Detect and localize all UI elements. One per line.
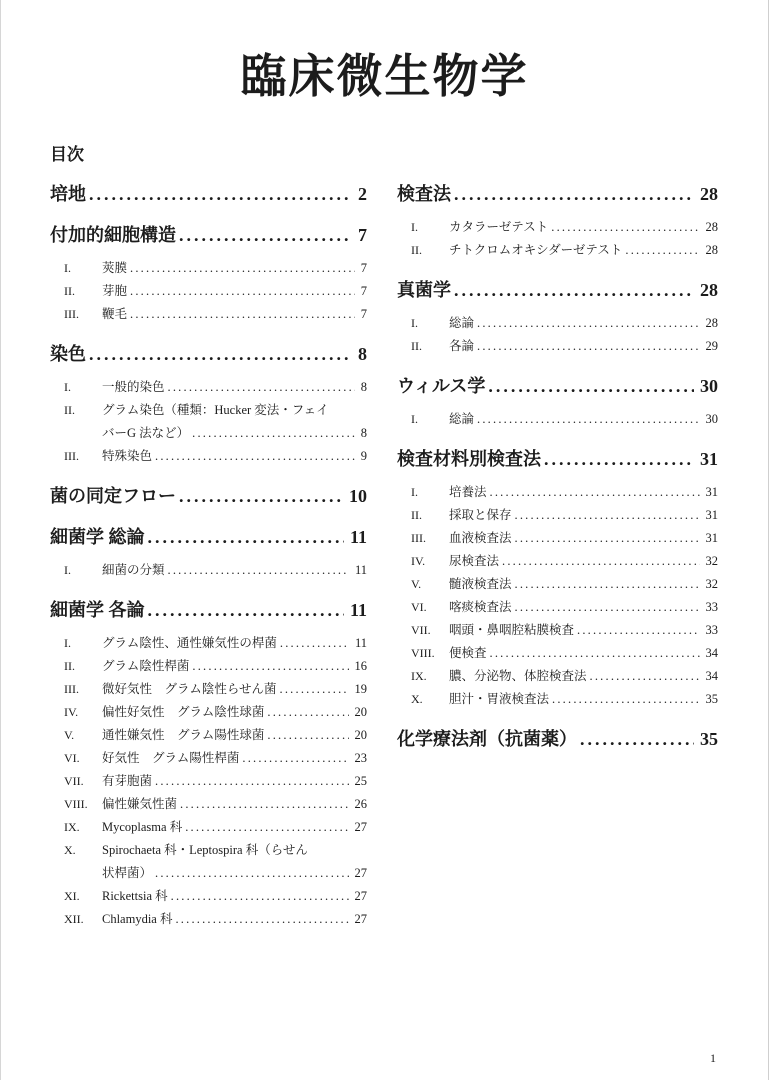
dot-leader xyxy=(168,885,349,908)
toc-entry-page: 35 xyxy=(700,728,718,749)
dot-leader xyxy=(577,727,694,752)
toc-entry-label: Chlamydia 科 xyxy=(102,911,173,926)
toc-entry-page: 28 xyxy=(700,183,718,204)
toc-item-row xyxy=(50,839,367,862)
toc-entry-page: 8 xyxy=(360,379,367,394)
toc-entry-number: II. xyxy=(64,402,75,417)
toc-entry-label: 偏性嫌気性菌 xyxy=(102,796,178,811)
toc-item-row xyxy=(50,280,367,303)
toc-item-row xyxy=(397,335,718,358)
toc-entry-page: 26 xyxy=(354,796,367,811)
toc-entry-page: 32 xyxy=(705,576,718,591)
toc-entry-page: 28 xyxy=(700,279,718,300)
dot-leader xyxy=(474,408,699,431)
toc-entry-page: 31 xyxy=(700,448,718,469)
toc-entry-page: 27 xyxy=(354,865,367,880)
toc-item-row xyxy=(397,527,718,550)
toc-entry-page: 7 xyxy=(360,306,367,321)
toc-entry-page: 11 xyxy=(354,635,367,650)
toc-entry-number: VIII. xyxy=(411,645,435,660)
toc-entry-label: Spirochaeta 科・Leptospira 科（らせん xyxy=(102,842,308,857)
page-number: 1 xyxy=(710,1051,716,1065)
toc-item-row xyxy=(50,816,367,839)
toc-entry-number: VI. xyxy=(411,599,427,614)
toc-entry-label: 各論 xyxy=(449,338,475,353)
toc-item-row xyxy=(50,303,367,326)
toc-entry-label: 莢膜 xyxy=(102,260,128,275)
toc-item-row xyxy=(397,550,718,573)
toc-entry-number: II. xyxy=(64,283,75,298)
toc-entry-number: III. xyxy=(64,448,79,463)
toc-item-row xyxy=(50,559,367,582)
toc-entry-page: 7 xyxy=(360,283,367,298)
toc-entry-label: 細菌学 総論 xyxy=(50,526,145,547)
toc-item-row xyxy=(50,701,367,724)
toc-entry-number: VI. xyxy=(64,750,80,765)
toc-entry-label: Mycoplasma 科 xyxy=(102,819,183,834)
toc-entry-label: 咽頭・鼻咽腔粘膜検査 xyxy=(449,622,575,637)
toc-entry-number: I. xyxy=(64,635,71,650)
toc-entry-number: II. xyxy=(411,242,422,257)
toc-entry-label: 膿、分泌物、体腔検査法 xyxy=(449,668,587,683)
toc-entry-number: II. xyxy=(411,338,422,353)
toc-section-row xyxy=(397,182,718,207)
toc-entry-page: 9 xyxy=(360,448,367,463)
toc-section-row xyxy=(397,278,718,303)
toc-entry-page: 25 xyxy=(354,773,367,788)
toc-entry-number: VII. xyxy=(411,622,431,637)
toc-entry-page: 16 xyxy=(354,658,367,673)
toc-heading: 目次 xyxy=(50,144,84,164)
toc-entry-page: 29 xyxy=(705,338,718,353)
toc-entry-number: IV. xyxy=(64,704,79,719)
toc-entry-label: 便検査 xyxy=(449,645,487,660)
toc-section-row xyxy=(50,484,367,509)
toc-entry-page: 8 xyxy=(358,343,367,364)
toc-entry-label: グラム陰性、通性嫌気性の桿菌 xyxy=(102,635,277,650)
toc-item-row xyxy=(397,239,718,262)
toc-entry-label: 通性嫌気性 グラム陽性球菌 xyxy=(102,727,265,742)
toc-entry-number: VII. xyxy=(64,773,84,788)
toc-entry-label: ウィルス学 xyxy=(397,375,486,396)
dot-leader xyxy=(86,182,352,207)
toc-item-row xyxy=(397,688,718,711)
toc-entry-page: 23 xyxy=(354,750,367,765)
toc-item-continuation-row xyxy=(50,422,367,445)
toc-entry-number: IV. xyxy=(411,553,426,568)
toc-item-row xyxy=(50,445,367,468)
toc-column-right xyxy=(397,166,718,931)
toc-entry-page: 2 xyxy=(358,183,367,204)
toc-item-row xyxy=(397,216,718,239)
toc-section-row xyxy=(50,525,367,550)
toc-entry-page: 27 xyxy=(354,911,367,926)
toc-entry-page: 35 xyxy=(705,691,718,706)
toc-entry-page: 8 xyxy=(360,425,367,440)
toc-item-row xyxy=(397,665,718,688)
toc-entry-number: I. xyxy=(411,484,418,499)
toc-entry-label: 培地 xyxy=(50,183,86,204)
dot-leader xyxy=(127,303,355,326)
dot-leader xyxy=(451,278,694,303)
toc-item-row xyxy=(397,504,718,527)
toc-item-row xyxy=(50,376,367,399)
toc-entry-label: 髄液検査法 xyxy=(449,576,512,591)
dot-leader xyxy=(587,665,700,688)
toc-entry-number: I. xyxy=(64,260,71,275)
toc-item-row xyxy=(50,632,367,655)
dot-leader xyxy=(474,312,699,335)
toc-entry-number: V. xyxy=(411,576,422,591)
dot-leader xyxy=(127,257,355,280)
dot-leader xyxy=(172,908,348,931)
toc-entry-number: II. xyxy=(411,507,422,522)
dot-leader xyxy=(127,280,355,303)
dot-leader xyxy=(182,816,348,839)
toc-entry-label: グラム陰性桿菌 xyxy=(102,658,190,673)
toc-entry-page: 34 xyxy=(705,645,718,660)
dot-leader xyxy=(165,559,349,582)
dot-leader xyxy=(574,619,699,642)
toc-entry-number: I. xyxy=(64,379,71,394)
toc-entry-label: 採取と保存 xyxy=(449,507,512,522)
dot-leader xyxy=(549,688,699,711)
toc-item-row xyxy=(397,481,718,504)
toc-entry-number: XII. xyxy=(64,911,84,926)
toc-item-row xyxy=(397,619,718,642)
dot-leader xyxy=(189,422,355,445)
toc-item-row xyxy=(397,642,718,665)
toc-entry-label: 胆汁・胃液検査法 xyxy=(449,691,550,706)
toc-entry-label: 総論 xyxy=(449,315,475,330)
dot-leader xyxy=(499,550,699,573)
toc-item-row xyxy=(50,770,367,793)
dot-leader xyxy=(239,747,348,770)
toc-item-row xyxy=(50,724,367,747)
dot-leader xyxy=(86,342,352,367)
dot-leader xyxy=(264,724,348,747)
dot-leader xyxy=(165,376,355,399)
dot-leader xyxy=(622,239,699,262)
toc-entry-number: X. xyxy=(64,842,76,857)
toc-entry-page: 28 xyxy=(705,315,718,330)
toc-item-continuation-row xyxy=(50,862,367,885)
toc-entry-page: 33 xyxy=(705,622,718,637)
toc-entry-label: 喀痰検査法 xyxy=(449,599,512,614)
dot-leader xyxy=(145,525,344,550)
toc-entry-label: 血液検査法 xyxy=(449,530,512,545)
dot-leader xyxy=(487,481,700,504)
toc-item-row xyxy=(50,885,367,908)
toc-entry-number: IX. xyxy=(64,819,80,834)
toc-entry-label: グラム染色（種類：Hucker 変法・フェイ xyxy=(102,402,329,417)
toc-entry-page: 33 xyxy=(705,599,718,614)
toc-entry-page: 31 xyxy=(705,530,718,545)
toc-entry-page: 27 xyxy=(354,819,367,834)
toc-entry-label: 検査材料別検査法 xyxy=(397,448,541,469)
dot-leader xyxy=(512,527,700,550)
toc-entry-number: I. xyxy=(411,219,418,234)
toc-entry-label: 付加的細胞構造 xyxy=(50,224,176,245)
toc-entry-page: 32 xyxy=(705,553,718,568)
toc-entry-label: 有芽胞菌 xyxy=(102,773,153,788)
toc-entry-number: I. xyxy=(411,411,418,426)
dot-leader xyxy=(451,182,694,207)
toc-entry-number: II. xyxy=(64,658,75,673)
toc-entry-label: 偏性好気性 グラム陰性球菌 xyxy=(102,704,265,719)
toc-entry-label: 細菌学 各論 xyxy=(50,599,145,620)
toc-section-row xyxy=(50,223,367,248)
toc-section-row xyxy=(397,727,718,752)
toc-item-row xyxy=(50,655,367,678)
dot-leader xyxy=(176,223,352,248)
dot-leader xyxy=(176,484,343,509)
toc-item-row xyxy=(397,573,718,596)
toc-entry-label: 特殊染色 xyxy=(102,448,153,463)
toc-section-row xyxy=(397,447,718,472)
toc-entry-page: 20 xyxy=(354,727,367,742)
toc-entry-label: バーG 法など） xyxy=(102,425,190,440)
toc-entry-page: 31 xyxy=(705,507,718,522)
toc-item-row xyxy=(50,257,367,280)
toc-entry-number: VIII. xyxy=(64,796,88,811)
toc-item-row xyxy=(50,399,367,422)
toc-entry-page: 11 xyxy=(354,562,367,577)
dot-leader xyxy=(152,445,355,468)
toc-item-row xyxy=(50,747,367,770)
toc-item-row xyxy=(50,678,367,701)
toc-entry-page: 11 xyxy=(349,599,367,620)
toc-item-row xyxy=(397,312,718,335)
toc-entry-page: 7 xyxy=(358,224,367,245)
dot-leader xyxy=(541,447,694,472)
toc-entry-page: 11 xyxy=(349,526,367,547)
toc-entry-label: 総論 xyxy=(449,411,475,426)
dot-leader xyxy=(277,632,349,655)
toc-entry-page: 19 xyxy=(354,681,367,696)
toc-entry-page: 30 xyxy=(700,375,718,396)
dot-leader xyxy=(474,335,699,358)
toc-entry-number: I. xyxy=(411,315,418,330)
toc-entry-number: III. xyxy=(64,681,79,696)
toc-entry-label: 状桿菌） xyxy=(102,865,153,880)
dot-leader xyxy=(177,793,348,816)
dot-leader xyxy=(152,862,348,885)
toc-entry-page: 31 xyxy=(705,484,718,499)
toc-entry-page: 10 xyxy=(349,485,367,506)
document-title: 臨床微生物学 xyxy=(240,51,529,102)
toc-entry-page: 27 xyxy=(354,888,367,903)
toc-entry-number: III. xyxy=(411,530,426,545)
toc-entry-label: 検査法 xyxy=(397,183,451,204)
toc-entry-label: 一般的染色 xyxy=(102,379,165,394)
toc-entry-label: 化学療法剤（抗菌薬） xyxy=(397,728,577,749)
toc-item-row xyxy=(397,408,718,431)
toc-entry-label: 好気性 グラム陽性桿菌 xyxy=(102,750,240,765)
toc-entry-label: 微好気性 グラム陰性らせん菌 xyxy=(102,681,277,696)
toc-entry-number: I. xyxy=(64,562,71,577)
toc-entry-label: 細菌の分類 xyxy=(102,562,165,577)
toc-entry-page: 7 xyxy=(360,260,367,275)
dot-leader xyxy=(512,504,700,527)
toc-columns xyxy=(1,166,768,931)
toc-entry-label: カタラーゼテスト xyxy=(449,219,549,234)
toc-entry-number: XI. xyxy=(64,888,80,903)
toc-entry-number: V. xyxy=(64,727,75,742)
dot-leader xyxy=(512,596,700,619)
toc-entry-page: 30 xyxy=(705,411,718,426)
toc-section-row xyxy=(50,182,367,207)
toc-section-row xyxy=(397,374,718,399)
toc-entry-label: 染色 xyxy=(50,343,86,364)
toc-entry-label: 芽胞 xyxy=(102,283,128,298)
toc-entry-page: 20 xyxy=(354,704,367,719)
toc-entry-label: 尿検査法 xyxy=(449,553,500,568)
dot-leader xyxy=(145,598,344,623)
toc-item-row xyxy=(397,596,718,619)
dot-leader xyxy=(264,701,348,724)
dot-leader xyxy=(277,678,349,701)
toc-entry-label: 菌の同定フロー xyxy=(50,485,176,506)
toc-item-row xyxy=(50,793,367,816)
dot-leader xyxy=(189,655,348,678)
toc-entry-label: 培養法 xyxy=(449,484,487,499)
toc-entry-number: X. xyxy=(411,691,423,706)
toc-entry-page: 34 xyxy=(705,668,718,683)
dot-leader xyxy=(487,642,700,665)
toc-entry-page: 28 xyxy=(705,242,718,257)
toc-entry-label: Rickettsia 科 xyxy=(102,888,168,903)
toc-entry-label: 鞭毛 xyxy=(102,306,128,321)
toc-section-row xyxy=(50,598,367,623)
dot-leader xyxy=(485,374,694,399)
toc-entry-label: チトクロムオキシダーゼテスト xyxy=(449,242,623,257)
dot-leader xyxy=(548,216,699,239)
toc-section-row xyxy=(50,342,367,367)
dot-leader xyxy=(152,770,348,793)
toc-entry-number: III. xyxy=(64,306,79,321)
toc-column-left xyxy=(50,166,367,931)
toc-entry-label: 真菌学 xyxy=(397,279,451,300)
toc-entry-page: 28 xyxy=(705,219,718,234)
dot-leader xyxy=(512,573,700,596)
toc-item-row xyxy=(50,908,367,931)
toc-entry-number: IX. xyxy=(411,668,427,683)
